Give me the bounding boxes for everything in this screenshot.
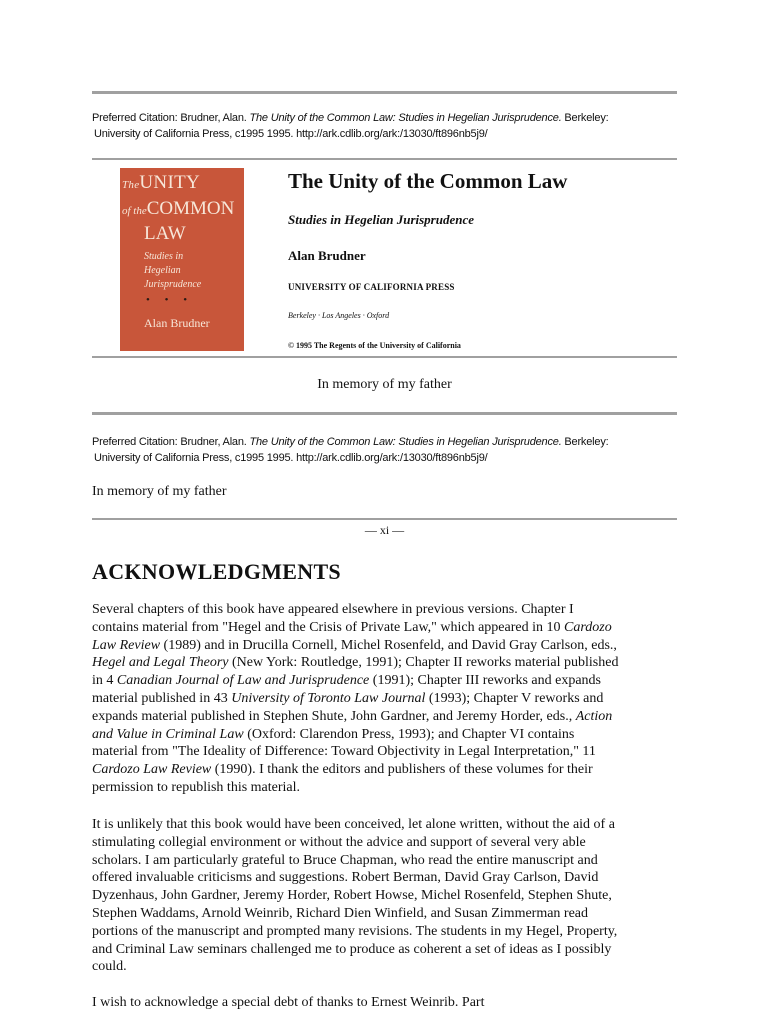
citation-url-line[interactable]: University of California Press, c1995 1995. http://ark.cdlib.org/ark:/13030/ft896nb5j9/	[94, 128, 488, 140]
text-line: expands material published in Stephen Shute, John Gardner, and Jeremy Horder, eds., Action	[92, 708, 613, 724]
text-line: portions of the manuscript and prompted many revisions. The students in my Hegel, Property,	[92, 923, 618, 939]
text-line: scholars. I am particularly grateful to Bruce Chapman, who read the entire manuscript and	[92, 852, 598, 868]
text-line: offered invaluable criticisms and suggestions. Robert Berman, David Gray Carlson, David	[92, 870, 599, 886]
dedication: In memory of my father	[317, 377, 452, 392]
text-line: material from "The Ideality of Difference: Toward Objectivity in Legal Interpretation," 11	[92, 744, 596, 760]
paragraph-thanks	[92, 816, 682, 976]
paragraph-weinrib: I wish to acknowledge a special debt of thanks to Ernest Weinrib. Part	[92, 995, 485, 1010]
text-line: Stephen Waddams, Arnold Weinrib, Richard Dien Winfield, and Susan Zimmerman read	[92, 905, 589, 921]
text-line: and Value in Criminal Law (Oxford: Clarendon Press, 1993); and Chapter VI contains	[92, 726, 575, 742]
book-author: Alan Brudner	[288, 248, 366, 263]
citation-prefix: Preferred Citation: Brudner, Alan.	[92, 112, 250, 124]
horizontal-rule	[92, 91, 677, 94]
text-line: It is unlikely that this book would have been conceived, let alone written, without the aid of a	[92, 817, 615, 832]
book-title: The Unity of the Common Law	[288, 169, 568, 193]
text-line: Dyzenhaus, John Gardner, Jeremy Horder, Robert Howse, Michel Rosenfeld, Stephen Shute,	[92, 888, 612, 904]
horizontal-rule	[92, 412, 677, 415]
horizontal-rule	[92, 356, 677, 358]
text-line: Hegel and Legal Theory (New York: Routledge, 1991); Chapter II reworks material published	[92, 655, 619, 671]
copyright-notice: © 1995 The Regents of the University of California	[288, 341, 461, 350]
book-cover-image: TheUNITY of theCOMMON LAW Studies in Hegelian Jurisprudence • • • Alan Brudner	[120, 168, 244, 351]
horizontal-rule	[92, 518, 677, 520]
publisher: UNIVERSITY OF CALIFORNIA PRESS	[288, 282, 455, 292]
citation-place: Berkeley:	[561, 112, 609, 124]
text-line: Several chapters of this book have appeared elsewhere in previous versions. Chapter I	[92, 602, 574, 617]
page-number: — xi —	[364, 523, 405, 537]
text-line: contains material from "Hegel and the Crisis of Private Law," which appeared in 10 Cardozo	[92, 619, 612, 635]
text-line: Law Review (1989) and in Drucilla Cornell, Michel Rosenfeld, and David Gray Carlson, eds.,	[92, 637, 617, 653]
text-line: stimulating collegial environment or without the advice and support of several very able	[92, 834, 586, 850]
dedication-text: In memory of my father	[92, 484, 227, 499]
paragraph-chapters	[92, 601, 682, 797]
text-line: in 4 Canadian Journal of Law and Jurisprudence (1991); Chapter III reworks and expands	[92, 673, 601, 689]
preferred-citation-repeat: Preferred Citation: Brudner, Alan. The Unity of the Common Law: Studies in Hegelian Jurisprudence. Berkeley: University of California Press, c1995 1995. http://ark.cdlib.org/ark:/13030/ft896nb5j9/	[92, 434, 692, 466]
citation-title: The Unity of the Common Law: Studies in Hegelian Jurisprudence.	[249, 112, 562, 124]
preferred-citation	[92, 110, 692, 142]
text-line: material published in 43 University of Toronto Law Journal (1993); Chapter V reworks and	[92, 690, 604, 706]
text-line: and Criminal Law seminars challenged me to produce as coherent a set of ideas as I possibly	[92, 941, 612, 957]
book-subtitle: Studies in Hegelian Jurisprudence	[288, 212, 474, 227]
horizontal-rule	[92, 158, 677, 160]
publisher-places: Berkeley · Los Angeles · Oxford	[288, 311, 390, 320]
citation-url-line[interactable]: University of California Press, c1995 1995. http://ark.cdlib.org/ark:/13030/ft896nb5j9/	[94, 452, 488, 464]
text-line: Cardozo Law Review (1990). I thank the editors and publishers of these volumes for their	[92, 762, 593, 778]
text-line: permission to republish this material.	[92, 779, 301, 795]
text-line: could.	[92, 959, 127, 975]
section-heading: ACKNOWLEDGMENTS	[92, 559, 341, 584]
